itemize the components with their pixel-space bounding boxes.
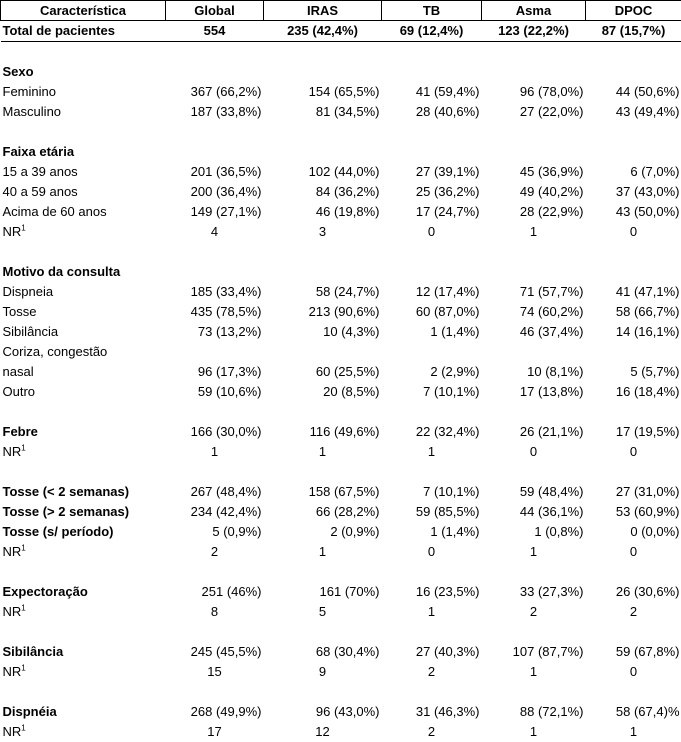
value-cell: 367 (66,2%): [166, 82, 264, 102]
row-label: [1, 542, 166, 562]
value-cell: 96 (17,3%): [166, 362, 264, 382]
value-cell: 59 (85,5%): [382, 502, 482, 522]
value-cell: 185 (33,4%): [166, 282, 264, 302]
header-cell: IRAS: [264, 1, 382, 21]
value-cell: 96 (43,0%): [264, 702, 382, 722]
value-cell: 1: [586, 722, 681, 742]
value-cell: 25 (36,2%): [382, 182, 482, 202]
value-cell: 1 (0,8%): [482, 522, 586, 542]
value-cell: 166 (30,0%): [166, 422, 264, 442]
spacer-cell: [1, 122, 681, 142]
row-label-text: Dispnéia: [3, 704, 57, 719]
row-label: [1, 482, 166, 502]
value-cell: 187 (33,8%): [166, 102, 264, 122]
row-label: [1, 502, 166, 522]
table-row: [1, 522, 681, 542]
table-row: [1, 342, 681, 362]
row-label-text: Motivo da consulta: [3, 264, 121, 279]
value-cell: 68 (30,4%): [264, 642, 382, 662]
row-label: [1, 422, 166, 442]
value-cell: 0 (0,0%): [586, 522, 681, 542]
row-label: [1, 222, 166, 242]
value-cell: 0: [382, 222, 482, 242]
row-label: [1, 602, 166, 622]
value-cell: 17 (13,8%): [482, 382, 586, 402]
value-cell: 31 (46,3%): [382, 702, 482, 722]
footnote-marker: 1: [21, 604, 25, 613]
table-row: [1, 202, 681, 222]
value-cell: 60 (87,0%): [382, 302, 482, 322]
value-cell: 1 (1,4%): [382, 522, 482, 542]
value-cell: 1: [382, 602, 482, 622]
row-label-text: Sibilância: [3, 644, 64, 659]
row-label-text: Tosse (s/ período): [3, 524, 114, 539]
value-cell: 158 (67,5%): [264, 482, 382, 502]
spacer-row: [1, 42, 681, 63]
spacer-row: [1, 462, 681, 482]
row-label: [1, 662, 166, 682]
footnote-marker: 1: [21, 724, 25, 733]
value-cell: 5 (0,9%): [166, 522, 264, 542]
value-cell: [264, 262, 382, 282]
header-cell: DPOC: [586, 1, 681, 21]
header-cell: Característica: [1, 1, 166, 21]
table-row: [1, 442, 681, 462]
value-cell: 26 (30,6%): [586, 582, 681, 602]
value-cell: 66 (28,2%): [264, 502, 382, 522]
value-cell: 5 (5,7%): [586, 362, 681, 382]
value-cell: 9: [264, 662, 382, 682]
spacer-row: [1, 402, 681, 422]
row-label-text: Tosse (> 2 semanas): [3, 504, 130, 519]
table-row: [1, 542, 681, 562]
value-cell: 43 (49,4%): [586, 102, 681, 122]
row-label-text: Sibilância: [3, 324, 59, 339]
value-cell: 26 (21,1%): [482, 422, 586, 442]
row-label-text: NR: [3, 544, 22, 559]
row-label-text: Tosse (< 2 semanas): [3, 484, 130, 499]
row-label-text: Dispneia: [3, 284, 54, 299]
section-heading-row: [1, 262, 681, 282]
spacer-cell: [1, 402, 681, 422]
value-cell: 0: [482, 442, 586, 462]
value-cell: 116 (49,6%): [264, 422, 382, 442]
value-cell: 1: [166, 442, 264, 462]
value-cell: [586, 62, 681, 82]
value-cell: 14 (16,1%): [586, 322, 681, 342]
value-cell: 17 (24,7%): [382, 202, 482, 222]
table-row: [1, 162, 681, 182]
row-label: [1, 642, 166, 662]
footnote-marker: 1: [21, 544, 25, 553]
value-cell: 3: [264, 222, 382, 242]
footnote-marker: 1: [21, 224, 25, 233]
value-cell: 4: [166, 222, 264, 242]
table-row: [1, 422, 681, 442]
row-label: [1, 382, 166, 402]
row-label-text: Expectoração: [3, 584, 88, 599]
total-row: [1, 21, 681, 42]
spacer-row: [1, 562, 681, 582]
table-row: [1, 602, 681, 622]
value-cell: 1: [264, 442, 382, 462]
spacer-row: [1, 242, 681, 262]
value-cell: [482, 142, 586, 162]
value-cell: 2: [166, 542, 264, 562]
value-cell: 1: [482, 722, 586, 742]
row-label: [1, 702, 166, 722]
value-cell: 41 (59,4%): [382, 82, 482, 102]
value-cell: 7 (10,1%): [382, 382, 482, 402]
row-label: [1, 282, 166, 302]
table-row: [1, 322, 681, 342]
value-cell: 2: [382, 722, 482, 742]
value-cell: 27 (40,3%): [382, 642, 482, 662]
value-cell: 87 (15,7%): [586, 21, 681, 42]
value-cell: 102 (44,0%): [264, 162, 382, 182]
row-label-text: 40 a 59 anos: [3, 184, 78, 199]
value-cell: 1: [482, 542, 586, 562]
row-label-text: Tosse: [3, 304, 37, 319]
value-cell: 200 (36,4%): [166, 182, 264, 202]
value-cell: 8: [166, 602, 264, 622]
row-label-text: Sexo: [3, 64, 34, 79]
value-cell: [166, 342, 264, 362]
row-label: Total de pacientes: [1, 21, 166, 42]
value-cell: 16 (23,5%): [382, 582, 482, 602]
value-cell: 12 (17,4%): [382, 282, 482, 302]
row-label-text: nasal: [3, 364, 34, 379]
value-cell: 435 (78,5%): [166, 302, 264, 322]
row-label: [1, 82, 166, 102]
row-label-text: Faixa etária: [3, 144, 75, 159]
footnote-marker: 1: [21, 444, 25, 453]
row-label-text: Febre: [3, 424, 38, 439]
table-row: [1, 282, 681, 302]
row-label: [1, 162, 166, 182]
header-cell: Asma: [482, 1, 586, 21]
row-label: [1, 202, 166, 222]
value-cell: [382, 262, 482, 282]
row-label: [1, 342, 166, 362]
value-cell: [264, 142, 382, 162]
value-cell: 46 (19,8%): [264, 202, 382, 222]
value-cell: 2: [482, 602, 586, 622]
row-label-text: Outro: [3, 384, 36, 399]
value-cell: 59 (10,6%): [166, 382, 264, 402]
value-cell: [264, 62, 382, 82]
spacer-row: [1, 122, 681, 142]
row-label-text: NR: [3, 664, 22, 679]
value-cell: 2 (0,9%): [264, 522, 382, 542]
value-cell: 12: [264, 722, 382, 742]
value-cell: 71 (57,7%): [482, 282, 586, 302]
row-label: [1, 522, 166, 542]
value-cell: 1: [382, 442, 482, 462]
value-cell: 16 (18,4%): [586, 382, 681, 402]
value-cell: [586, 342, 681, 362]
value-cell: [586, 142, 681, 162]
value-cell: 235 (42,4%): [264, 21, 382, 42]
value-cell: 60 (25,5%): [264, 362, 382, 382]
row-label: [1, 302, 166, 322]
value-cell: 234 (42,4%): [166, 502, 264, 522]
value-cell: 154 (65,5%): [264, 82, 382, 102]
value-cell: 73 (13,2%): [166, 322, 264, 342]
value-cell: 7 (10,1%): [382, 482, 482, 502]
value-cell: 1 (1,4%): [382, 322, 482, 342]
value-cell: 201 (36,5%): [166, 162, 264, 182]
row-label: [1, 322, 166, 342]
value-cell: 22 (32,4%): [382, 422, 482, 442]
value-cell: 1: [482, 222, 586, 242]
value-cell: 27 (22,0%): [482, 102, 586, 122]
value-cell: 45 (36,9%): [482, 162, 586, 182]
value-cell: 74 (60,2%): [482, 302, 586, 322]
value-cell: 59 (48,4%): [482, 482, 586, 502]
value-cell: [382, 62, 482, 82]
value-cell: 2: [382, 662, 482, 682]
row-label-text: Feminino: [3, 84, 56, 99]
value-cell: 251 (46%): [166, 582, 264, 602]
table-row: [1, 382, 681, 402]
table-row: [1, 702, 681, 722]
value-cell: 43 (50,0%): [586, 202, 681, 222]
value-cell: 59 (67,8%): [586, 642, 681, 662]
value-cell: 0: [586, 222, 681, 242]
row-label: [1, 582, 166, 602]
value-cell: 17 (19,5%): [586, 422, 681, 442]
value-cell: 213 (90,6%): [264, 302, 382, 322]
row-label-text: NR: [3, 444, 22, 459]
table-row: [1, 362, 681, 382]
value-cell: 5: [264, 602, 382, 622]
section-heading: [1, 142, 166, 162]
value-cell: 2: [586, 602, 681, 622]
table-body: [1, 21, 681, 742]
value-cell: 46 (37,4%): [482, 322, 586, 342]
value-cell: 44 (36,1%): [482, 502, 586, 522]
value-cell: 28 (22,9%): [482, 202, 586, 222]
value-cell: [482, 262, 586, 282]
value-cell: 0: [586, 662, 681, 682]
value-cell: 0: [586, 442, 681, 462]
section-heading: [1, 262, 166, 282]
value-cell: [382, 142, 482, 162]
row-label: [1, 722, 166, 742]
value-cell: 27 (39,1%): [382, 162, 482, 182]
value-cell: 58 (67,4)%: [586, 702, 681, 722]
value-cell: 41 (47,1%): [586, 282, 681, 302]
spacer-cell: [1, 622, 681, 642]
value-cell: 6 (7,0%): [586, 162, 681, 182]
value-cell: 268 (49,9%): [166, 702, 264, 722]
table-row: [1, 182, 681, 202]
table-row: [1, 642, 681, 662]
table-row: [1, 502, 681, 522]
value-cell: [166, 142, 264, 162]
value-cell: 58 (24,7%): [264, 282, 382, 302]
value-cell: 88 (72,1%): [482, 702, 586, 722]
header-cell: TB: [382, 1, 482, 21]
value-cell: 69 (12,4%): [382, 21, 482, 42]
spacer-row: [1, 622, 681, 642]
value-cell: [586, 262, 681, 282]
row-label-text: NR: [3, 724, 22, 739]
value-cell: 10 (8,1%): [482, 362, 586, 382]
value-cell: 27 (31,0%): [586, 482, 681, 502]
table-row: [1, 482, 681, 502]
row-label-text: 15 a 39 anos: [3, 164, 78, 179]
value-cell: 49 (40,2%): [482, 182, 586, 202]
row-label: [1, 102, 166, 122]
spacer-cell: [1, 682, 681, 702]
value-cell: 81 (34,5%): [264, 102, 382, 122]
value-cell: 0: [586, 542, 681, 562]
value-cell: 84 (36,2%): [264, 182, 382, 202]
spacer-row: [1, 682, 681, 702]
value-cell: 1: [482, 662, 586, 682]
value-cell: 58 (66,7%): [586, 302, 681, 322]
value-cell: [482, 342, 586, 362]
table-row: [1, 302, 681, 322]
value-cell: 28 (40,6%): [382, 102, 482, 122]
header-cell: Global: [166, 1, 264, 21]
section-heading: [1, 62, 166, 82]
value-cell: 44 (50,6%): [586, 82, 681, 102]
value-cell: 123 (22,2%): [482, 21, 586, 42]
value-cell: 245 (45,5%): [166, 642, 264, 662]
value-cell: 107 (87,7%): [482, 642, 586, 662]
value-cell: [382, 342, 482, 362]
row-label-text: Coriza, congestão: [3, 344, 108, 359]
spacer-cell: [1, 462, 681, 482]
row-label: [1, 182, 166, 202]
spacer-cell: [1, 242, 681, 262]
value-cell: [482, 62, 586, 82]
spacer-cell: [1, 42, 681, 63]
table-row: [1, 82, 681, 102]
table-row: [1, 222, 681, 242]
value-cell: 554: [166, 21, 264, 42]
value-cell: 20 (8,5%): [264, 382, 382, 402]
value-cell: 96 (78,0%): [482, 82, 586, 102]
table-row: [1, 582, 681, 602]
table-row: [1, 722, 681, 742]
header-row: [1, 1, 681, 21]
value-cell: [166, 62, 264, 82]
value-cell: [264, 342, 382, 362]
value-cell: 149 (27,1%): [166, 202, 264, 222]
value-cell: 161 (70%): [264, 582, 382, 602]
value-cell: 17: [166, 722, 264, 742]
section-heading-row: [1, 142, 681, 162]
value-cell: 2 (2,9%): [382, 362, 482, 382]
row-label: [1, 442, 166, 462]
value-cell: 37 (43,0%): [586, 182, 681, 202]
value-cell: 1: [264, 542, 382, 562]
value-cell: 53 (60,9%): [586, 502, 681, 522]
value-cell: 15: [166, 662, 264, 682]
row-label-text: Masculino: [3, 104, 62, 119]
row-label: [1, 362, 166, 382]
value-cell: 10 (4,3%): [264, 322, 382, 342]
row-label-text: NR: [3, 604, 22, 619]
value-cell: [166, 262, 264, 282]
row-label-text: Acima de 60 anos: [3, 204, 107, 219]
row-label-text: NR: [3, 224, 22, 239]
footnote-marker: 1: [21, 664, 25, 673]
value-cell: 267 (48,4%): [166, 482, 264, 502]
spacer-cell: [1, 562, 681, 582]
value-cell: 0: [382, 542, 482, 562]
table-row: [1, 662, 681, 682]
section-heading-row: [1, 62, 681, 82]
table-row: [1, 102, 681, 122]
value-cell: 33 (27,3%): [482, 582, 586, 602]
